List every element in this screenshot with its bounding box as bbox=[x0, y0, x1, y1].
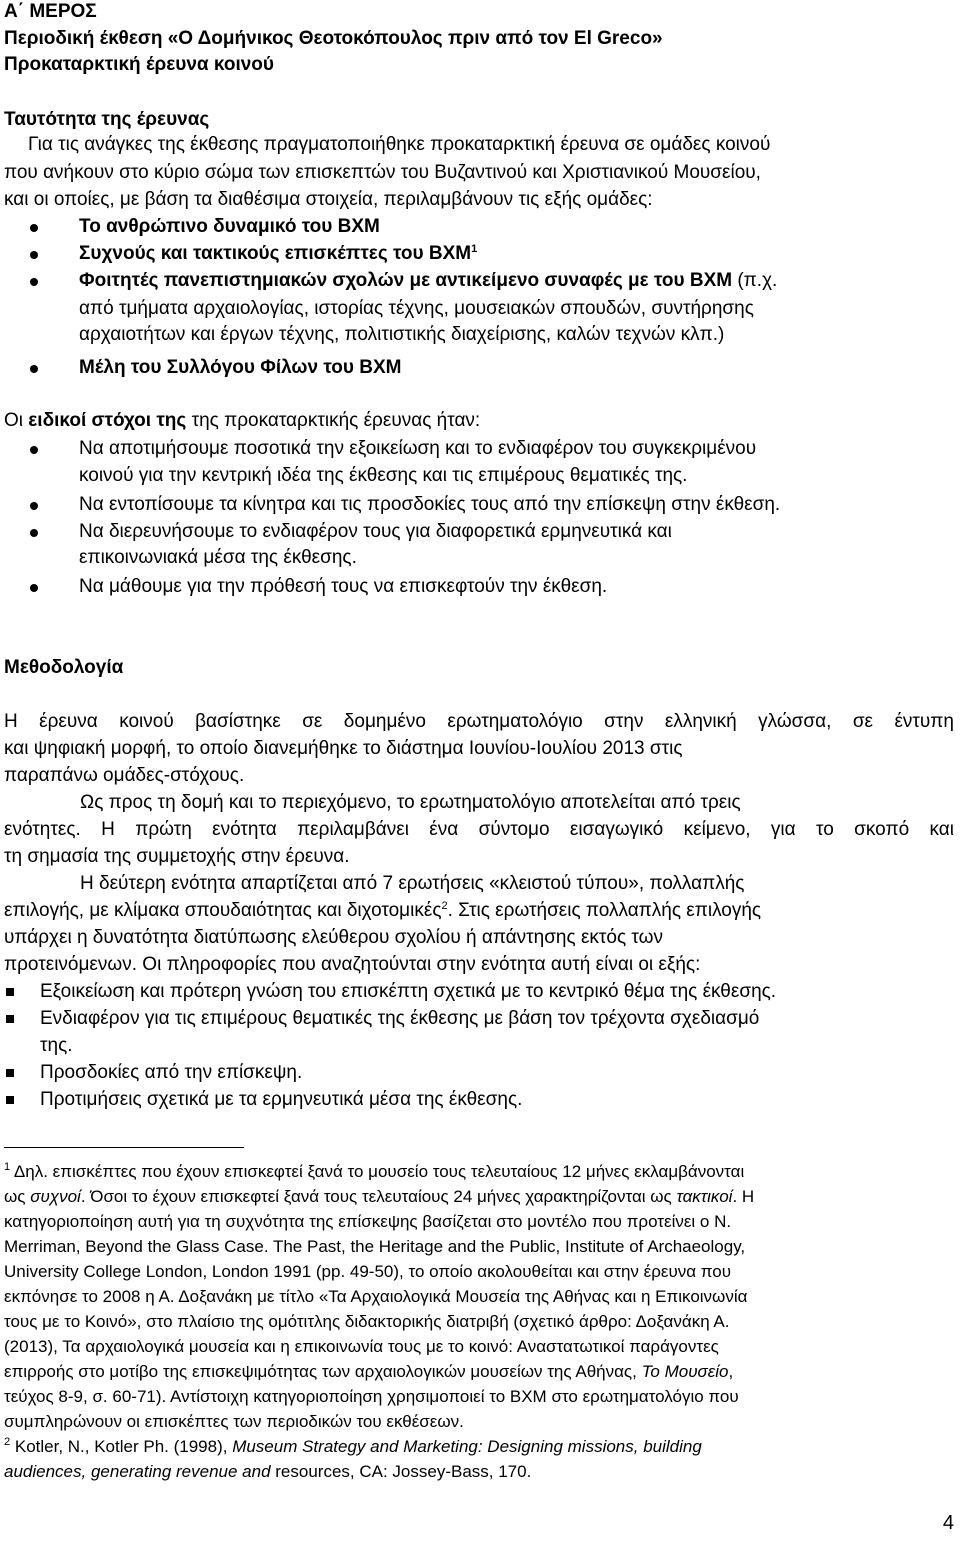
objectives-intro bbox=[4, 410, 480, 432]
square-bullet-icon bbox=[6, 1015, 14, 1023]
topic-item-cont: της. bbox=[40, 1035, 73, 1056]
bullet-icon bbox=[30, 584, 38, 592]
footnote-ref: 2 bbox=[441, 900, 448, 912]
fn-text: . Όσοι το έχουν επισκεφτεί ξανά τους τελευταίους 24 μήνες χαρακτηρίζονται ως bbox=[80, 1187, 677, 1206]
fn-text: . Η bbox=[732, 1187, 755, 1206]
identity-intro-line: Για τις ανάγκες της έκθεσης πραγματοποιήθηκε προκαταρκτική έρευνα σε ομάδες κοινού bbox=[28, 134, 771, 155]
objectives-intro-bold: ειδικοί στόχοι της bbox=[28, 410, 187, 431]
objective-item: Να διερευνήσουμε το ενδιαφέρον τους για διαφορετικά ερμηνευτικά και bbox=[79, 521, 672, 542]
footnote-separator bbox=[4, 1147, 244, 1148]
method-p2-line: ενότητες. Η πρώτη ενότητα περιλαμβάνει ένα σύντομο εισαγωγικό κείμενο, για το σκοπό και bbox=[4, 819, 954, 840]
identity-intro-line: και οι οποίες, με βάση τα διαθέσιμα στοιχεία, περιλαμβάνουν τις εξής ομάδες: bbox=[4, 189, 653, 210]
footnote-number: 2 bbox=[4, 1436, 11, 1448]
fn-text: ως bbox=[4, 1187, 31, 1206]
bullet-icon bbox=[30, 251, 38, 259]
fn-text: resources, CA: Jossey-Bass, 170. bbox=[270, 1462, 532, 1481]
bullet-icon bbox=[30, 502, 38, 510]
topic-item: Προσδοκίες από την επίσκεψη. bbox=[40, 1062, 303, 1083]
bullet-icon bbox=[30, 529, 38, 537]
topic-item: Εξοικείωση και πρότερη γνώση του επισκέπτη σχετικά με το κεντρικό θέμα της έκθεσης. bbox=[40, 981, 777, 1002]
page-title: Περιοδική έκθεση «Ο Δομήνικος Θεοτοκόπουλος πριν από τον El Greco» bbox=[4, 28, 663, 49]
method-p3-text: επιλογής, με κλίμακα σπουδαιότητας και διχοτομικές bbox=[4, 900, 442, 921]
footnote-1-line: τους με το Κοινό», στο πλαίσιο της ομότιτλης διδακτορικής διατριβή (σχετικό άρθρο: Δοξανάκη Α. bbox=[4, 1312, 730, 1331]
footnote-2-line bbox=[4, 1461, 531, 1482]
topic-item: Προτιμήσεις σχετικά με τα ερμηνευτικά μέσα της έκθεσης. bbox=[40, 1089, 523, 1110]
footnote-1-line: συμπληρώνουν οι επισκέπτες των περιοδικών του εκθέσεων. bbox=[4, 1412, 464, 1431]
method-p2-line: Ως προς τη δομή και το περιεχόμενο, το ερωτηματολόγιο αποτελείται από τρεις bbox=[80, 792, 741, 813]
group-item-detail: από τμήματα αρχαιολογίας, ιστορίας τέχνης, μουσειακών σπουδών, συντήρησης bbox=[79, 298, 754, 319]
group-item-paren: (π.χ. bbox=[732, 270, 778, 291]
objectives-intro-pre: Οι bbox=[4, 410, 29, 431]
method-p3-line: προτεινόμενων. Οι πληροφορίες που αναζητούνται στην ενότητα αυτή είναι οι εξής: bbox=[4, 954, 701, 975]
identity-heading: Ταυτότητα της έρευνας bbox=[4, 109, 210, 130]
fn-italic: Museum Strategy and Marketing: Designing missions, building bbox=[232, 1437, 702, 1456]
method-p1-line: παραπάνω ομάδες-στόχους. bbox=[4, 765, 245, 786]
footnote-1-line bbox=[4, 1186, 754, 1207]
footnote-1-line: τεύχος 8-9, σ. 60-71). Αντίστοιχη κατηγοριοποίηση χρησιμοποιεί το ΒΧΜ στο ερωτηματολόγιο που bbox=[4, 1387, 739, 1406]
footnote-2 bbox=[4, 1436, 702, 1457]
fn-text: επιρροής στο μοτίβο της επισκεψιμότητας των αρχαιολογικών μουσείων της Αθήνας, bbox=[4, 1362, 642, 1381]
footnote-1-line bbox=[4, 1361, 733, 1382]
footnote-1-line: University College London, London 1991 (pp. 49-50), το οποίο ακολουθείται και στην έρευνα που bbox=[4, 1262, 732, 1281]
bullet-icon bbox=[30, 224, 38, 232]
square-bullet-icon bbox=[6, 1069, 14, 1077]
methodology-heading: Μεθοδολογία bbox=[4, 657, 124, 678]
bullet-icon bbox=[30, 278, 38, 286]
page-number: 4 bbox=[942, 1512, 954, 1534]
group-item-text: Συχνούς και τακτικούς επισκέπτες του ΒΧΜ bbox=[79, 243, 472, 264]
footnote-text: Δηλ. επισκέπτες που έχουν επισκεφτεί ξανά το μουσείο τους τελευταίους 12 μήνες εκλαμβάνονται bbox=[13, 1162, 745, 1181]
group-item-text: Φοιτητές πανεπιστημιακών σχολών με αντικείμενο συναφές με του ΒΧΜ bbox=[79, 270, 733, 291]
topic-item: Ενδιαφέρον για τις επιμέρους θεματικές της έκθεσης με βάση τον τρέχοντα σχεδιασμό bbox=[40, 1008, 760, 1029]
fn-italic: audiences, generating revenue and bbox=[4, 1462, 271, 1481]
objective-item-cont: επικοινωνιακά μέσα της έκθεσης. bbox=[79, 547, 357, 568]
page-subtitle: Προκαταρκτική έρευνα κοινού bbox=[4, 54, 274, 75]
group-item-detail: αρχαιοτήτων και έργων τέχνης, πολιτιστικής διαχείρισης, καλών τεχνών κλπ.) bbox=[79, 324, 725, 345]
footnote-1-line: (2013), Τα αρχαιολογικά μουσεία και η επικοινωνία τους με το κοινό: Αναστατωτικοί παράγοντες bbox=[4, 1337, 719, 1356]
objective-item: Να μάθουμε για την πρόθεσή τους να επισκεφτούν την έκθεση. bbox=[79, 576, 608, 597]
footnote-1-line: εκπόνησε το 2008 η Α. Δοξανάκη με τίτλο «Τα Αρχαιολογικά Μουσεία της Αθήνας και η Επικοινωνία bbox=[4, 1287, 748, 1306]
method-p1-line: και ψηφιακή μορφή, το οποίο διανεμήθηκε το διάστημα Ιουνίου-Ιουλίου 2013 στις bbox=[4, 738, 683, 759]
footnote-ref: 1 bbox=[471, 243, 478, 255]
objectives-intro-post: της προκαταρκτικής έρευνας ήταν: bbox=[186, 410, 481, 431]
footnote-1-line: Merriman, Beyond the Glass Case. The Past, the Heritage and the Public, Institute of Archaeology, bbox=[4, 1237, 746, 1256]
square-bullet-icon bbox=[6, 988, 14, 996]
fn-italic: τακτικοί bbox=[676, 1187, 733, 1206]
fn-italic: συχνοί bbox=[30, 1187, 81, 1206]
objective-item-cont: κοινού για την κεντρική ιδέα της έκθεσης και τις επιμέρους θεματικές της. bbox=[79, 465, 688, 486]
method-p3-line bbox=[4, 900, 761, 922]
objective-item: Να εντοπίσουμε τα κίνητρα και τις προσδοκίες τους από την επίσκεψη στην έκθεση. bbox=[79, 494, 781, 515]
bullet-icon bbox=[30, 365, 38, 373]
footnote-number: 1 bbox=[4, 1161, 11, 1173]
fn-italic: Το Μουσείο bbox=[641, 1362, 729, 1381]
group-item bbox=[79, 243, 477, 265]
group-item: Μέλη του Συλλόγου Φίλων του ΒΧΜ bbox=[79, 357, 402, 378]
bullet-icon bbox=[30, 446, 38, 454]
method-p2-line: τη σημασία της συμμετοχής στην έρευνα. bbox=[4, 846, 350, 867]
identity-intro-line: που ανήκουν στο κύριο σώμα των επισκεπτών του Βυζαντινού και Χριστιανικού Μουσείου, bbox=[4, 162, 761, 183]
method-p3-text: . Στις ερωτήσεις πολλαπλής επιλογής bbox=[447, 900, 762, 921]
part-label: Α΄ ΜΕΡΟΣ bbox=[4, 1, 97, 22]
objective-item: Να αποτιμήσουμε ποσοτικά την εξοικείωση και το ενδιαφέρον του συγκεκριμένου bbox=[79, 438, 757, 459]
method-p1-line: Η έρευνα κοινού βασίστηκε σε δομημένο ερωτηματολόγιο στην ελληνική γλώσσα, σε έντυπη bbox=[4, 711, 954, 732]
fn-text: Kotler, N., Kotler Ph. (1998), bbox=[14, 1437, 233, 1456]
footnote-1 bbox=[4, 1161, 954, 1182]
method-p3-line: υπάρχει η δυνατότητα διατύπωσης ελεύθερου σχολίου ή απάντησης εκτός των bbox=[4, 927, 663, 948]
group-item: Το ανθρώπινο δυναμικό του ΒΧΜ bbox=[79, 216, 380, 237]
square-bullet-icon bbox=[6, 1096, 14, 1104]
fn-text: , bbox=[728, 1362, 734, 1381]
group-item bbox=[79, 270, 777, 292]
method-p3-line: Η δεύτερη ενότητα απαρτίζεται από 7 ερωτήσεις «κλειστού τύπου», πολλαπλής bbox=[80, 873, 745, 894]
footnote-1-line: κατηγοριοποίηση αυτή για τη συχνότητα της επίσκεψης βασίζεται στο μοντέλο που προτείνει ο N. bbox=[4, 1212, 732, 1231]
